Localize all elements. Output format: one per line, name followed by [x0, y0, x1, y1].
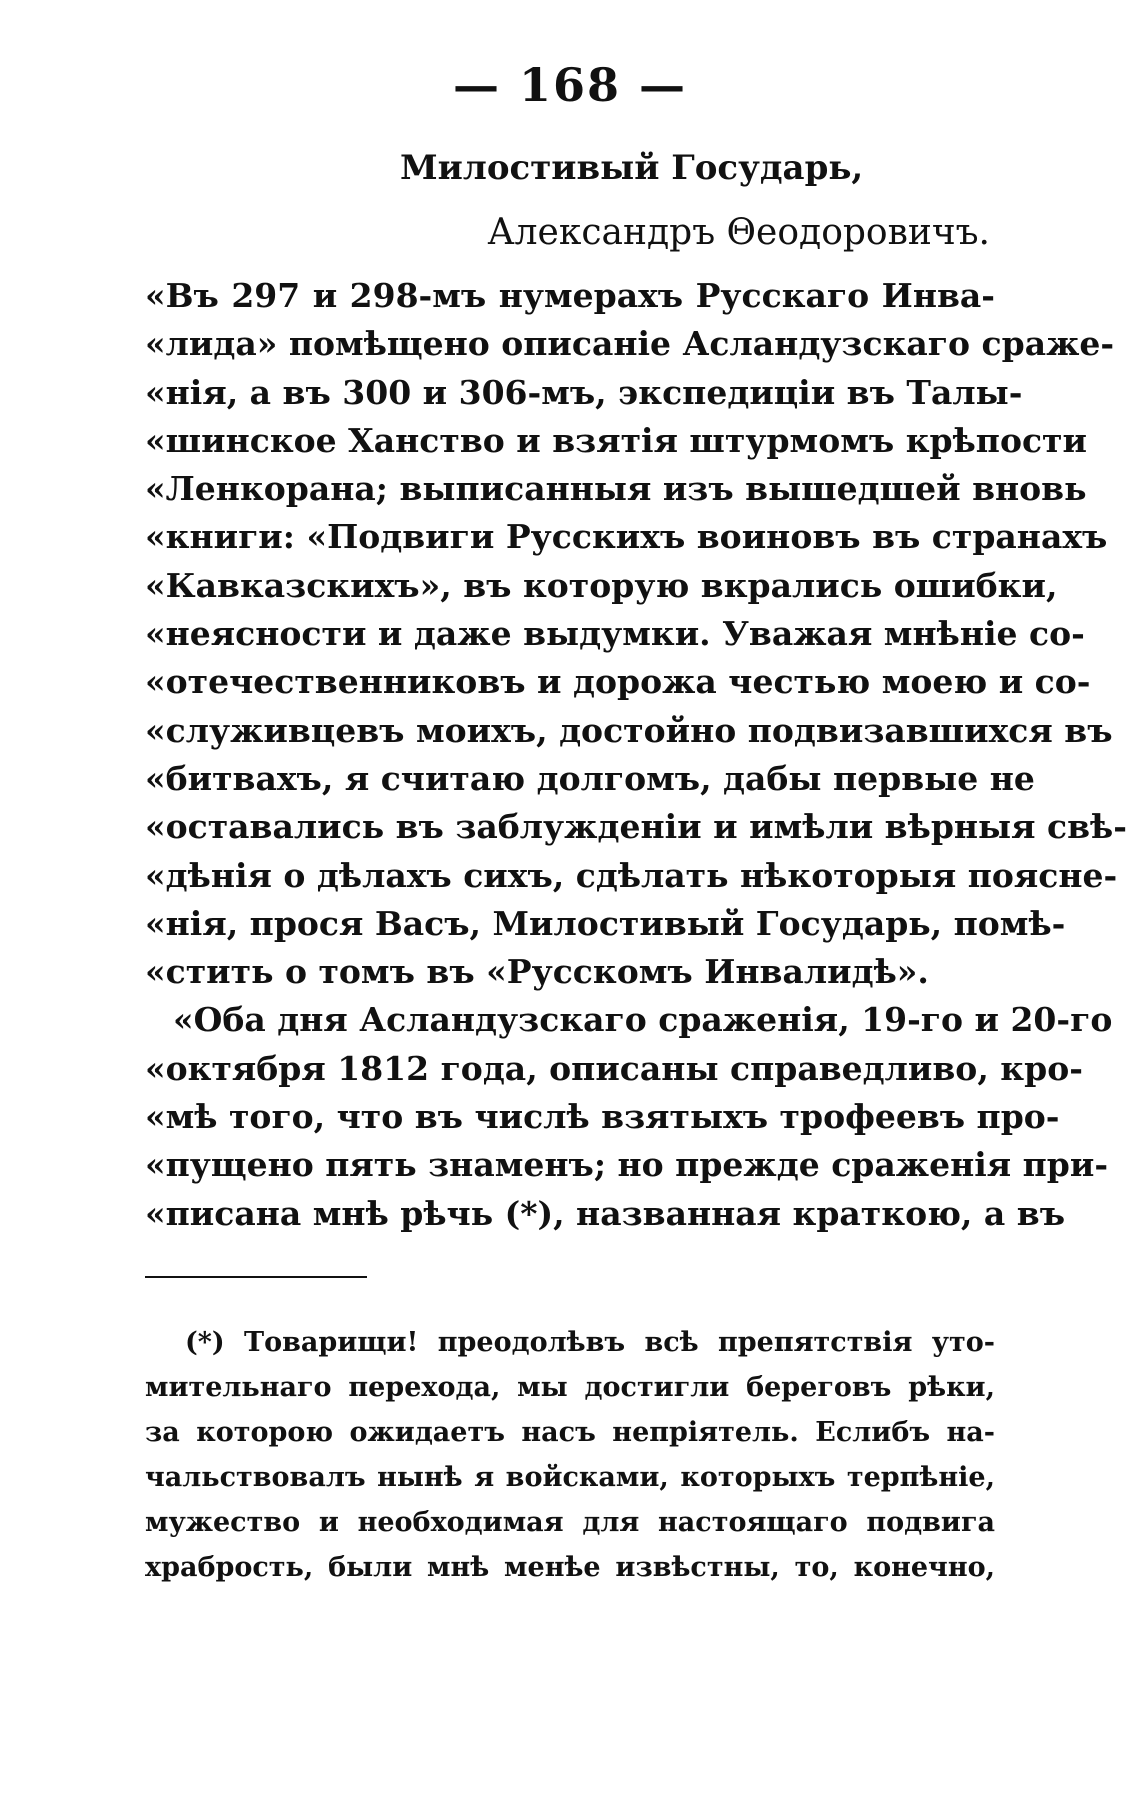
body-line: «нія, а въ 300 и 306-мъ, экспедиціи въ Талы-: [145, 372, 1023, 412]
body-line: «Ленкорана; выписанныя изъ вышедшей вновь: [145, 469, 1087, 509]
addressee: Александръ Θеодоровичъ.: [487, 212, 990, 253]
body-line: «Кавказскихъ», въ которую вкрались ошибки,: [145, 565, 1058, 605]
body-line: «неясности и даже выдумки. Уважая мнѣніе со-: [145, 614, 1085, 654]
body-line: «писана мнѣ рѣчь (*), названная краткою, а въ: [145, 1193, 1066, 1233]
footnote: [145, 1320, 995, 1590]
body-line: «отечественниковъ и дорожа честью моею и со-: [145, 662, 1091, 702]
body-line: «мѣ того, что въ числѣ взятыхъ трофеевъ про-: [145, 1097, 1060, 1137]
body-line: «книги: «Подвиги Русскихъ воиновъ въ странахъ: [145, 517, 1108, 557]
footnote-line: храбрость, были мнѣ менѣе извѣстны, то, конечно,: [145, 1552, 995, 1583]
footnote-line: чальствовалъ нынѣ я войсками, которыхъ терпѣніе,: [145, 1462, 995, 1493]
body-line: «лида» помѣщено описаніе Асландузскаго сраже-: [145, 324, 1115, 364]
body-line: «октября 1812 года, описаны справедливо, кро-: [145, 1048, 1083, 1088]
page-number: — 168 —: [452, 58, 688, 112]
body-line: «дѣнія о дѣлахъ сихъ, сдѣлать нѣкоторыя поясне-: [145, 855, 1118, 895]
body-line: «пущено пять знаменъ; но прежде сраженія при-: [145, 1145, 1109, 1185]
salutation: Милостивый Государь,: [400, 148, 864, 188]
body-line: «Въ 297 и 298-мъ нумерахъ Русскаго Инва-: [145, 276, 995, 315]
body-line: «Оба дня Асландузскаго сраженія, 19-го и 20-го: [173, 1000, 1113, 1040]
footnote-line: за которою ожидаетъ насъ непріятель. Еслибъ на-: [145, 1417, 995, 1448]
body-line: «битвахъ, я считаю долгомъ, дабы первые не: [145, 758, 1035, 798]
footnote-line: мужество и необходимая для настоящаго подвига: [145, 1507, 995, 1538]
footnote-line: мительнаго перехода, мы достигли береговъ рѣки,: [145, 1372, 995, 1403]
body-line: «нія, прося Васъ, Милостивый Государь, помѣ-: [145, 903, 1066, 943]
body-line: «шинское Ханство и взятія штурмомъ крѣпости: [145, 420, 1087, 460]
footnote-line: (*) Товарищи! преодолѣвъ всѣ препятствія уто-: [185, 1327, 995, 1358]
body-line: «стить о томъ въ «Русскомъ Инвалидѣ».: [145, 952, 929, 992]
body-line: «оставались въ заблужденіи и имѣли вѣрныя свѣ-: [145, 807, 1127, 847]
body-line: «служивцевъ моихъ, достойно подвизавшихся въ: [145, 710, 1113, 750]
footnote-divider: [145, 1276, 367, 1278]
letter-body: [145, 272, 1127, 1238]
